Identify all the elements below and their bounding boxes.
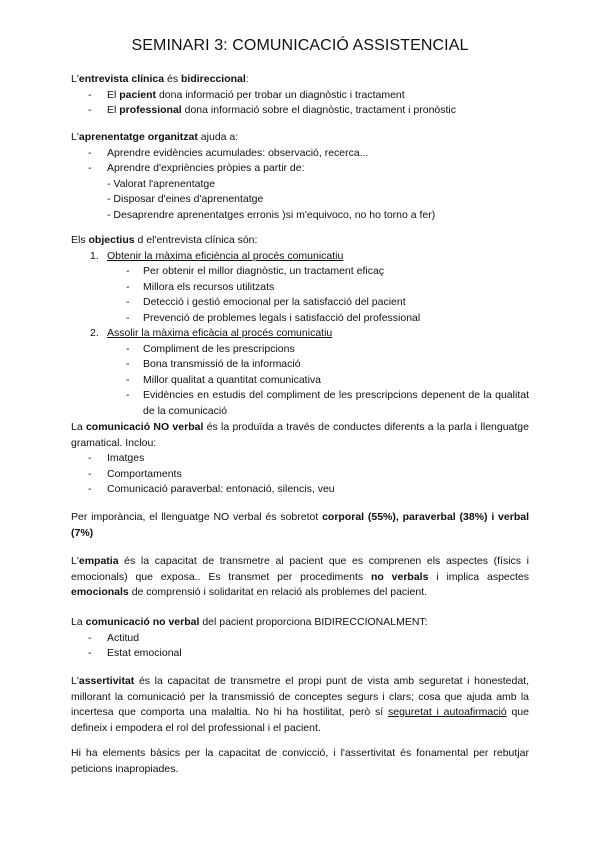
final-paragraph: Hi ha elements bàsics per la capacitat de convicció, i l'assertivitat és fonamental per rebutjar peticions inapropiades. — [71, 747, 529, 775]
page-title: SEMINARI 3: COMUNICACIÓ ASSISTENCIAL — [131, 37, 469, 54]
aprenentatge-section — [71, 130, 529, 223]
list-item: - Actitud — [88, 631, 140, 644]
numbered-item: 2. Assolir la màxima eficàcia al procés comunicatiu — [90, 327, 333, 339]
list-item: - Per obtenir el millor diagnòstic, un tractament eficaç — [126, 265, 385, 277]
objectius-section — [71, 233, 529, 419]
sub-item: - Desaprendre aprenentatges erronis )si m'equivoco, no ho torno a fer) — [107, 208, 436, 221]
importancia-paragraph: Per imporància, el llenguatge NO verbal és sobretot corporal (55%), paraverbal (38%) i verbal (7%) — [71, 511, 529, 539]
list-item: - El pacient dona informació per trobar un diagnòstic i tractament — [88, 88, 405, 101]
entrevista-section — [71, 72, 529, 119]
list-item: - Imatges — [88, 452, 145, 464]
assertivitat-paragraph: L'assertivitat és la capacitat de transmetre el propi punt de vista amb seguretat i honestedat, millorant la comunicació per la transmissió de conceptes segurs i clars; cosa que ajuda amb la incertesa que comporta una malaltia. No hi ha hostilitat, però sí seguretat i autoafirmació que defineix i empodera el rol del professional i el pacient. — [71, 675, 529, 734]
sub-item: - Valorat l'aprenentatge — [107, 177, 216, 190]
list-item: - Prevenció de problemes legals i satisfacció del professional — [126, 311, 421, 324]
noverbal-section — [71, 420, 529, 498]
list-item: - El professional dona informació sobre el diagnòstic, tractament i pronòstic — [88, 104, 457, 116]
noverbal-paragraph: La comunicació NO verbal és la produïda a través de conductes diferents a la parla i llenguatge gramatical. Inclou: — [71, 421, 529, 449]
aprenentatge-intro: L'aprenentatge organitzat ajuda a: — [71, 131, 239, 143]
list-item: - Millora els recursos utilitzats — [126, 280, 275, 293]
objectius-intro: Els objectius d el'entrevista clínica són: — [71, 234, 258, 246]
list-item: - Bona transmissió de la informació — [126, 358, 301, 370]
numbered-item: 1. Obtenir la màxima eficiència al procés comunicatiu — [90, 249, 344, 262]
list-item: - Millor qualitat a quantitat comunicativa — [126, 373, 322, 386]
list-item: - Compliment de les prescripcions — [126, 342, 295, 355]
list-item: - Aprendre evidències acumulades: observació, recerca... — [88, 146, 369, 159]
empatia-paragraph: L'empatia és la capacitat de transmetre al pacient que es comprenen els aspectes (físics i emocionals) que exposa.. Es transmet per procediments no verbals i implica aspectes emocionals de comprensió i solidaritat en relació als problemes del pacient. — [71, 555, 529, 598]
list-item: - Detecció i gestió emocional per la satisfacció del pacient — [126, 296, 406, 308]
list-item: - Evidències en estudis del compliment de les prescripcions depenent de la qualitat de la comunicació — [126, 389, 529, 417]
list-item: - Aprendre d'expriències pròpies a partir de: — [88, 162, 305, 174]
list-item: - Comportaments — [88, 467, 182, 480]
pacient-section — [71, 615, 529, 662]
list-item: - Estat emocional — [88, 647, 182, 659]
sub-item: - Disposar d'eines d'aprenentatge — [107, 193, 264, 205]
entrevista-intro: L'entrevista clínica és bidireccional: — [71, 73, 249, 85]
list-item: - Comunicació paraverbal: entonació, silencis, veu — [88, 483, 335, 495]
pacient-intro: La comunicació no verbal del pacient proporciona BIDIRECCIONALMENT: — [71, 616, 428, 628]
